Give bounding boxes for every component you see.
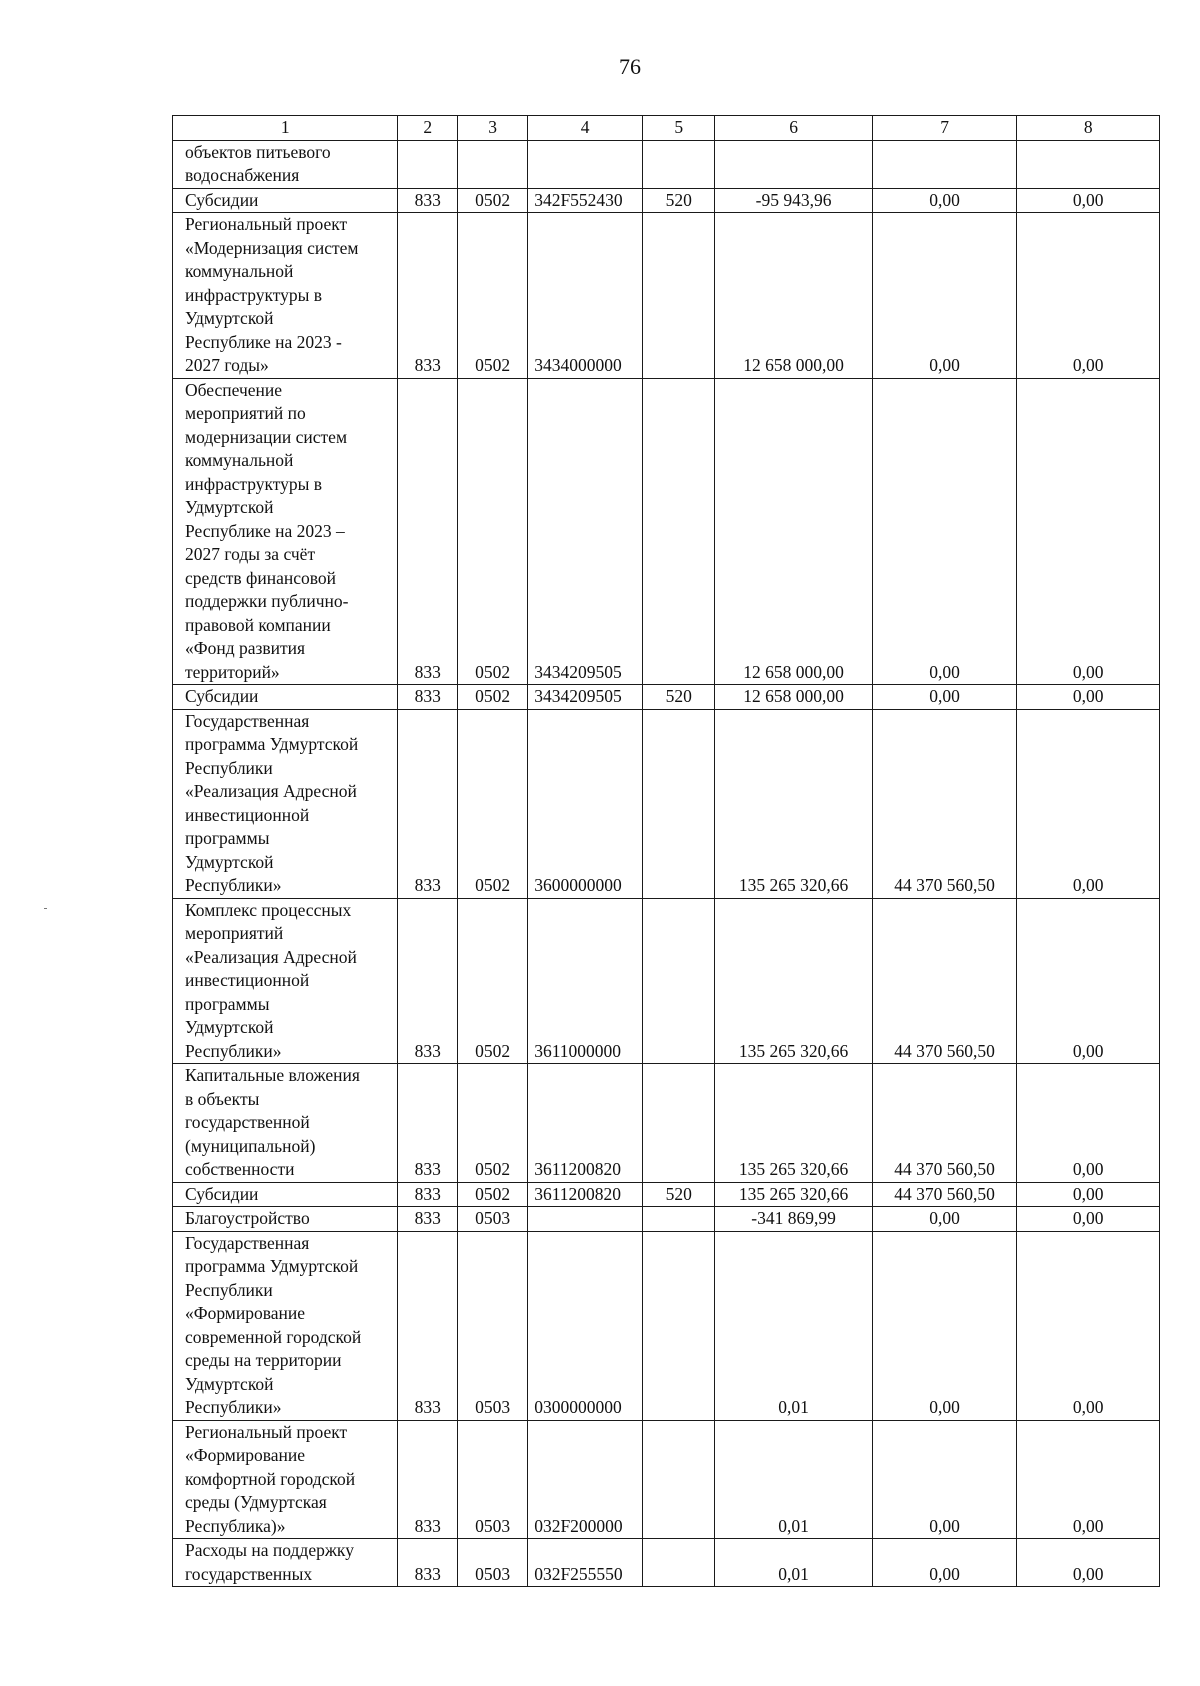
expense-type-cell xyxy=(643,898,715,1064)
expense-type-cell xyxy=(643,1420,715,1539)
table-row xyxy=(173,1207,1160,1232)
column-header-2: 2 xyxy=(398,116,458,141)
ministry-code-cell: 833 xyxy=(398,1231,458,1420)
expense-type-cell xyxy=(643,1207,715,1232)
amount-col7-cell: 0,00 xyxy=(872,378,1017,685)
row-name-cell: Региональный проект «Формирование комфортной городской среды (Удмуртская Республика)» xyxy=(173,1420,398,1539)
page-number: 76 xyxy=(619,54,641,79)
target-article-cell xyxy=(528,140,643,188)
amount-col8-cell: 0,00 xyxy=(1017,188,1160,213)
table-row xyxy=(173,213,1160,379)
amount-col8-cell xyxy=(1017,140,1160,188)
row-name-cell: Комплекс процессных мероприятий «Реализация Адресной инвестиционной программы Удмуртской Республики» xyxy=(173,898,398,1064)
amount-col8-cell: 0,00 xyxy=(1017,213,1160,379)
row-name-cell: Субсидии xyxy=(173,1182,398,1207)
section-code-cell: 0503 xyxy=(458,1539,528,1587)
row-name-cell: Обеспечение мероприятий по модернизации систем коммунальной инфраструктуры в Удмуртской Республике на 2023 – 2027 годы за счёт средств финансовой поддержки публично- правовой компании «Фонд развития территорий» xyxy=(173,378,398,685)
expense-type-cell: 520 xyxy=(643,188,715,213)
section-code-cell xyxy=(458,140,528,188)
row-name-cell: Субсидии xyxy=(173,685,398,710)
table-row xyxy=(173,709,1160,898)
amount-col8-cell: 0,00 xyxy=(1017,1064,1160,1183)
expense-type-cell xyxy=(643,213,715,379)
section-code-cell: 0503 xyxy=(458,1231,528,1420)
ministry-code-cell: 833 xyxy=(398,1182,458,1207)
table-row xyxy=(173,1064,1160,1183)
ministry-code-cell: 833 xyxy=(398,1420,458,1539)
ministry-code-cell: 833 xyxy=(398,188,458,213)
target-article-cell: 342F552430 xyxy=(528,188,643,213)
row-name-cell: Капитальные вложения в объекты государственной (муниципальной) собственности xyxy=(173,1064,398,1183)
table-row xyxy=(173,378,1160,685)
amount-col8-cell: 0,00 xyxy=(1017,1182,1160,1207)
amount-col6-cell: 135 265 320,66 xyxy=(715,1064,872,1183)
section-code-cell: 0503 xyxy=(458,1207,528,1232)
row-name-cell: Государственная программа Удмуртской Республики «Реализация Адресной инвестиционной программы Удмуртской Республики» xyxy=(173,709,398,898)
row-name-cell: Субсидии xyxy=(173,188,398,213)
expense-type-cell: 520 xyxy=(643,1182,715,1207)
target-article-cell: 0300000000 xyxy=(528,1231,643,1420)
target-article-cell: 3611000000 xyxy=(528,898,643,1064)
row-name-cell: объектов питьевого водоснабжения xyxy=(173,140,398,188)
ministry-code-cell: 833 xyxy=(398,898,458,1064)
expense-type-cell xyxy=(643,378,715,685)
column-header-8: 8 xyxy=(1017,116,1160,141)
ministry-code-cell: 833 xyxy=(398,1064,458,1183)
table-row xyxy=(173,1539,1160,1587)
expense-type-cell xyxy=(643,140,715,188)
target-article-cell: 3434209505 xyxy=(528,685,643,710)
amount-col8-cell: 0,00 xyxy=(1017,378,1160,685)
ministry-code-cell: 833 xyxy=(398,1539,458,1587)
amount-col8-cell: 0,00 xyxy=(1017,709,1160,898)
column-header-4: 4 xyxy=(528,116,643,141)
amount-col6-cell: 135 265 320,66 xyxy=(715,709,872,898)
section-code-cell: 0502 xyxy=(458,709,528,898)
table-row xyxy=(173,1420,1160,1539)
amount-col7-cell: 0,00 xyxy=(872,685,1017,710)
row-name-cell: Государственная программа Удмуртской Республики «Формирование современной городской среды на территории Удмуртской Республики» xyxy=(173,1231,398,1420)
target-article-cell: 032F255550 xyxy=(528,1539,643,1587)
amount-col7-cell: 0,00 xyxy=(872,1420,1017,1539)
amount-col6-cell: 12 658 000,00 xyxy=(715,685,872,710)
amount-col8-cell: 0,00 xyxy=(1017,898,1160,1064)
amount-col8-cell: 0,00 xyxy=(1017,1539,1160,1587)
amount-col6-cell: -341 869,99 xyxy=(715,1207,872,1232)
target-article-cell: 3611200820 xyxy=(528,1182,643,1207)
column-header-7: 7 xyxy=(872,116,1017,141)
target-article-cell: 3611200820 xyxy=(528,1064,643,1183)
amount-col7-cell: 44 370 560,50 xyxy=(872,1182,1017,1207)
amount-col7-cell: 0,00 xyxy=(872,1231,1017,1420)
budget-table xyxy=(172,115,1160,1587)
header-row xyxy=(173,116,1160,141)
amount-col6-cell: 0,01 xyxy=(715,1420,872,1539)
column-header-6: 6 xyxy=(715,116,872,141)
amount-col6-cell xyxy=(715,140,872,188)
table-row xyxy=(173,1182,1160,1207)
amount-col6-cell: 12 658 000,00 xyxy=(715,213,872,379)
table-row xyxy=(173,1231,1160,1420)
amount-col7-cell: 0,00 xyxy=(872,213,1017,379)
ministry-code-cell: 833 xyxy=(398,378,458,685)
row-name-cell: Благоустройство xyxy=(173,1207,398,1232)
amount-col8-cell: 0,00 xyxy=(1017,1231,1160,1420)
column-header-5: 5 xyxy=(643,116,715,141)
amount-col6-cell: 135 265 320,66 xyxy=(715,898,872,1064)
amount-col6-cell: 135 265 320,66 xyxy=(715,1182,872,1207)
amount-col8-cell: 0,00 xyxy=(1017,1420,1160,1539)
table-row xyxy=(173,898,1160,1064)
target-article-cell: 3434000000 xyxy=(528,213,643,379)
table-body xyxy=(173,140,1160,1587)
expense-type-cell: 520 xyxy=(643,685,715,710)
target-article-cell: 3600000000 xyxy=(528,709,643,898)
amount-col7-cell: 0,00 xyxy=(872,1207,1017,1232)
amount-col7-cell: 44 370 560,50 xyxy=(872,1064,1017,1183)
amount-col7-cell: 44 370 560,50 xyxy=(872,898,1017,1064)
column-header-1: 1 xyxy=(173,116,398,141)
ministry-code-cell: 833 xyxy=(398,685,458,710)
ministry-code-cell xyxy=(398,140,458,188)
amount-col6-cell: 0,01 xyxy=(715,1539,872,1587)
amount-col7-cell xyxy=(872,140,1017,188)
amount-col7-cell: 0,00 xyxy=(872,188,1017,213)
section-code-cell: 0502 xyxy=(458,898,528,1064)
column-header-3: 3 xyxy=(458,116,528,141)
expense-type-cell xyxy=(643,1231,715,1420)
target-article-cell: 032F200000 xyxy=(528,1420,643,1539)
scan-artifact xyxy=(44,908,47,909)
row-name-cell: Региональный проект «Модернизация систем коммунальной инфраструктуры в Удмуртской Республике на 2023 - 2027 годы» xyxy=(173,213,398,379)
target-article-cell: 3434209505 xyxy=(528,378,643,685)
table-row xyxy=(173,140,1160,188)
section-code-cell: 0502 xyxy=(458,685,528,710)
row-name-cell: Расходы на поддержку государственных xyxy=(173,1539,398,1587)
ministry-code-cell: 833 xyxy=(398,709,458,898)
table-row xyxy=(173,188,1160,213)
expense-type-cell xyxy=(643,709,715,898)
section-code-cell: 0502 xyxy=(458,1182,528,1207)
section-code-cell: 0503 xyxy=(458,1420,528,1539)
section-code-cell: 0502 xyxy=(458,378,528,685)
amount-col7-cell: 44 370 560,50 xyxy=(872,709,1017,898)
expense-type-cell xyxy=(643,1064,715,1183)
target-article-cell xyxy=(528,1207,643,1232)
amount-col8-cell: 0,00 xyxy=(1017,685,1160,710)
table-row xyxy=(173,685,1160,710)
amount-col6-cell: -95 943,96 xyxy=(715,188,872,213)
table-header xyxy=(173,116,1160,141)
amount-col6-cell: 0,01 xyxy=(715,1231,872,1420)
ministry-code-cell: 833 xyxy=(398,1207,458,1232)
expense-type-cell xyxy=(643,1539,715,1587)
amount-col7-cell: 0,00 xyxy=(872,1539,1017,1587)
ministry-code-cell: 833 xyxy=(398,213,458,379)
section-code-cell: 0502 xyxy=(458,1064,528,1183)
section-code-cell: 0502 xyxy=(458,188,528,213)
amount-col6-cell: 12 658 000,00 xyxy=(715,378,872,685)
section-code-cell: 0502 xyxy=(458,213,528,379)
amount-col8-cell: 0,00 xyxy=(1017,1207,1160,1232)
